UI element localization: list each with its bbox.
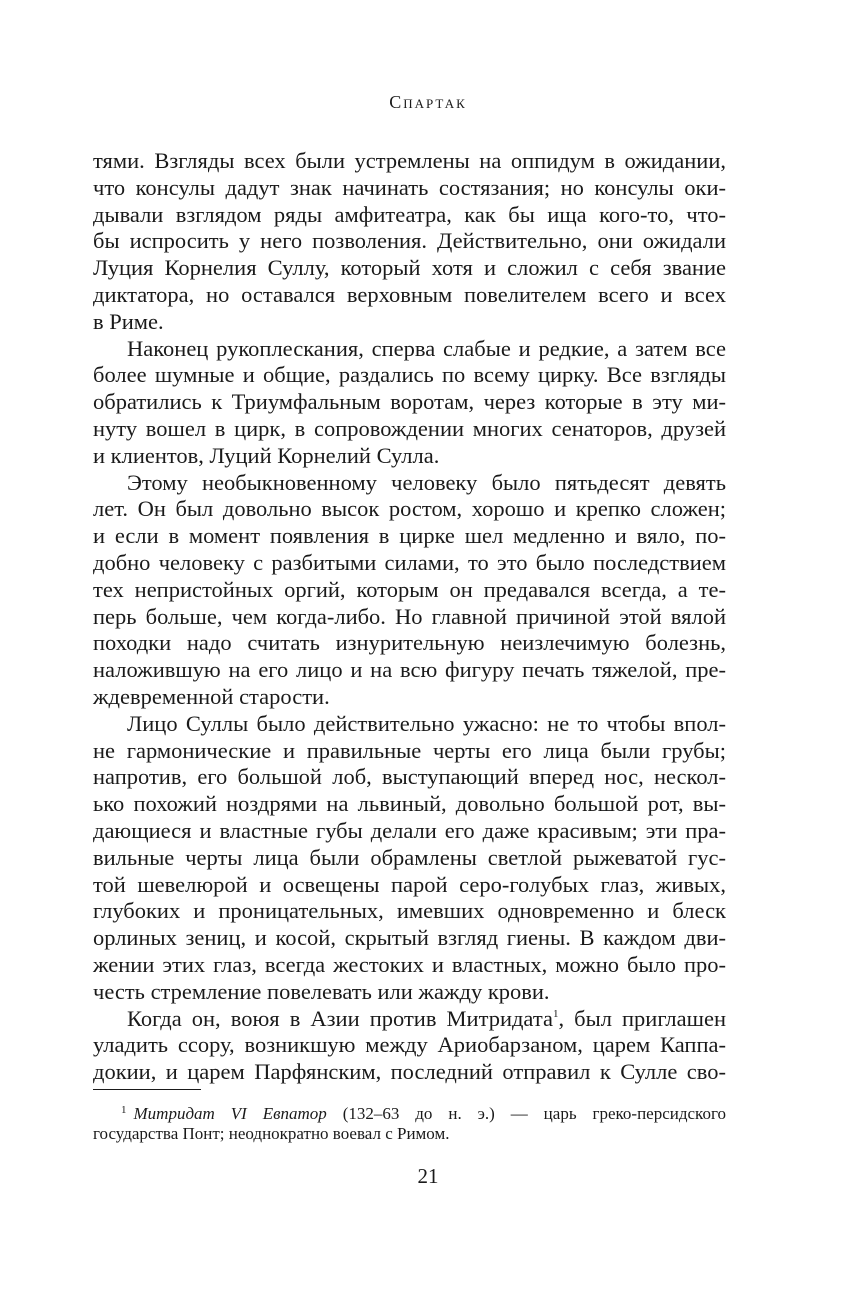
text-line: добно человеку с разбитыми силами, то это было последствием [93, 549, 726, 575]
footnote-divider [93, 1089, 201, 1090]
text-line: тех непристойных оргий, которым он предавался всегда, а те- [93, 576, 726, 602]
text-line: орлиных зениц, и косой, скрытый взгляд гиены. В каждом дви- [93, 925, 726, 951]
text-line: нуту вошел в цирк, в сопровождении многих сенаторов, друзей [93, 415, 726, 441]
text-line: вильные черты лица были обрамлены светлой рыжеватой гус- [93, 844, 726, 870]
footnote-line [93, 1099, 726, 1122]
text-line: в Риме. [93, 308, 164, 334]
text-line: той шевелюрой и освещены парой серо-голубых глаз, живых, [93, 871, 726, 897]
text-line: наложившую на его лицо и на всю фигуру печать тяжелой, пре- [93, 657, 726, 683]
text-line: честь стремление повелевать или жажду крови. [93, 978, 550, 1004]
text-line: тями. Взгляды всех были устремлены на оппидум в ожидании, [93, 148, 726, 173]
footnote-text: (132–63 до н. э.) — царь греко-персидского [326, 1104, 727, 1123]
text-line: напротив, его большой лоб, выступающий вперед нос, нескол- [93, 764, 726, 790]
text-line: лет. Он был довольно высок ростом, хорошо и крепко сложен; [93, 496, 726, 522]
text-line: перь больше, чем когда-либо. Но главной причиной этой вялой [93, 603, 726, 629]
text-line: Этому необыкновенному человеку было пятьдесят девять [127, 469, 726, 495]
text-line: походки надо считать изнурительную неизлечимую болезнь, [93, 630, 726, 656]
text-line [93, 1006, 726, 1033]
text-line: глубоких и проницательных, имевших одновременно и блеск [93, 898, 726, 924]
text-line: обратились к Триумфальным воротам, через которые в эту ми- [93, 389, 726, 415]
text-line: жении этих глаз, всегда жестоких и властных, можно было про- [93, 951, 726, 977]
text-line: Лицо Суллы было действительно ужасно: не то чтобы впол- [127, 710, 726, 736]
footnote-reference[interactable]: 1 [552, 1007, 559, 1020]
footnote [93, 1099, 726, 1145]
footnote-line: государства Понт; неоднократно воевал с Римом. [93, 1124, 450, 1143]
footnote-number: 1 [121, 1104, 127, 1116]
text-line: ждевременной старости. [93, 683, 330, 709]
text-line: более шумные и общие, раздались по всему цирку. Все взгляды [93, 362, 726, 388]
text-line: и клиентов, Луций Корнелий Сулла. [93, 442, 440, 468]
text-line: уладить ссору, возникшую между Ариобарзаном, царем Каппа- [93, 1032, 726, 1058]
text-line: что консулы дадут знак начинать состязания; но консулы оки- [93, 174, 726, 200]
text-line: Луция Корнелия Суллу, который хотя и сложил с себя звание [93, 255, 726, 281]
footnote-term: Митридат VI Евпатор [133, 1104, 327, 1123]
main-text [93, 148, 726, 1086]
page-number: 21 [417, 1164, 439, 1188]
text-line: диктатора, но оставался верховным повелителем всего и всех [93, 281, 726, 307]
text-line: ько похожий ноздрями на львиный, довольно большой рот, вы- [93, 791, 726, 817]
text-line: дывали взглядом ряды амфитеатра, как бы ища кого-то, что- [93, 201, 726, 227]
running-head: Спартак [389, 92, 467, 112]
text-segment: , был приглашен [558, 1005, 727, 1031]
text-line: и если в момент появления в цирке шел медленно и вяло, по- [93, 523, 726, 549]
text-line: докии, и царем Парфянским, последний отправил к Сулле сво- [93, 1059, 726, 1085]
text-line: дающиеся и властные губы делали его даже красивым; эти пра- [93, 817, 726, 843]
text-line: не гармонические и правильные черты его лица были грубы; [93, 737, 726, 763]
text-segment: Когда он, воюя в Азии против Митридата [127, 1005, 553, 1031]
text-line: бы испросить у него позволения. Действительно, они ожидали [93, 228, 726, 254]
text-line: Наконец рукоплескания, сперва слабые и редкие, а затем все [127, 335, 726, 361]
